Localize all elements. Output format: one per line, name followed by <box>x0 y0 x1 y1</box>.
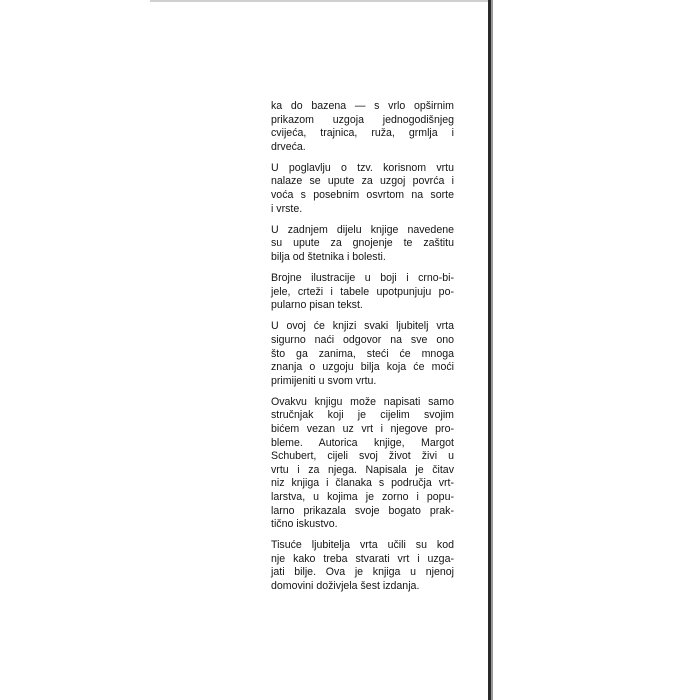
text-line: Schubert, cijeli svoj život živi u <box>271 450 454 463</box>
text-line: jati bilje. Ova je knjiga u njenoj <box>271 566 454 579</box>
paragraph <box>271 100 454 154</box>
text-line: U poglavlju o tzv. korisnom vrtu <box>271 161 454 174</box>
text-line: nje kako treba stvarati vrt i uzga- <box>271 552 454 565</box>
paragraph <box>271 272 454 313</box>
body-text-column <box>271 100 454 601</box>
text-line: Brojne ilustracije u boji i crno-bi- <box>271 272 454 285</box>
text-line: i vrste. <box>271 202 303 215</box>
text-line: bićem vezan uz vrt i njegove pro- <box>271 422 454 435</box>
text-line: cvijeća, trajnica, ruža, grmlja i <box>271 127 454 140</box>
text-line: što ga zanima, steći će mnoga <box>271 347 454 360</box>
page-top-edge <box>150 0 488 2</box>
text-line: voća s posebnim osvrtom na sorte <box>271 189 454 202</box>
text-line: prikazom uzgoja jednogodišnjeg <box>271 113 454 126</box>
text-line: bleme. Autorica knjige, Margot <box>271 436 454 449</box>
page-spine-edge <box>491 0 493 700</box>
paragraph <box>271 320 454 388</box>
paragraph <box>271 162 454 216</box>
text-line: pularno pisan tekst. <box>271 299 363 312</box>
text-line: znanja o uzgoju bilja koja će moći <box>271 361 454 374</box>
text-line: larstva, u kojima je zorno i popu- <box>271 490 454 503</box>
text-line: jele, crteži i tabele upotpunjuju po- <box>271 285 454 298</box>
text-line: vrtu i za njega. Napisala je čitav <box>271 463 454 476</box>
paragraph <box>271 539 454 593</box>
paragraph <box>271 396 454 532</box>
text-line: domovini doživjela šest izdanja. <box>271 580 420 592</box>
text-line: su upute za gnojenje te zaštitu <box>271 237 454 250</box>
text-line: Tisuće ljubitelja vrta učili su kod <box>271 539 454 552</box>
paragraph <box>271 224 454 265</box>
text-line: Ovakvu knjigu može napisati samo <box>271 395 454 408</box>
text-line: stručnjak koji je cijelim svojim <box>271 409 454 422</box>
text-line: U zadnjem dijelu knjige navedene <box>271 223 454 236</box>
text-line: U ovoj će knjizi svaki ljubitelj vrta <box>271 320 454 333</box>
text-line: niz knjiga i članaka s područja vrt- <box>271 477 454 490</box>
text-line: larno prikazala svoje bogato prak- <box>271 504 454 517</box>
text-line: bilja od štetnika i bolesti. <box>271 250 386 263</box>
text-line: ka do bazena — s vrlo opširnim <box>271 100 454 112</box>
text-line: drveća. <box>271 140 306 153</box>
text-line: sigurno naći odgovor na sve ono <box>271 333 454 346</box>
text-line: tično iskustvo. <box>271 518 338 531</box>
text-line: primijeniti u svom vrtu. <box>271 374 377 387</box>
text-line: nalaze se upute za uzgoj povrća i <box>271 175 454 188</box>
